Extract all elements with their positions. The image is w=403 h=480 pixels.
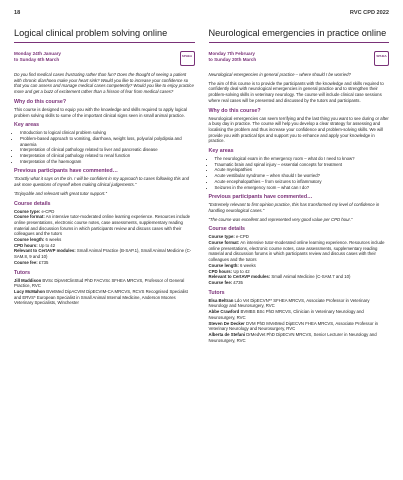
sphea-logo bbox=[180, 51, 195, 66]
tutor-name: Elsa Beltran bbox=[208, 297, 234, 303]
detail-label: Relevant to CertAVP modules: bbox=[208, 274, 271, 280]
intro-text: Do you find medical cases frustrating rather than fun? Does the thought of seeing a patient with chronic diarrhoea make your heart sink? Would you like to increase your confidence so that you can assess and manage medical cases competently? Would you like to enjoy practice more and get a buzz of excitement rather than a frisson of fear from medical cases? bbox=[14, 72, 194, 95]
details-list bbox=[209, 234, 390, 285]
testimonial: “The course was excellent and represented very good value per CPD hour.” bbox=[208, 216, 353, 222]
detail-value: Small Animal Medicine (C-SAM.7 and 10) bbox=[271, 274, 351, 280]
detail-value: An intensive tutor-moderated online learning experience. Resources include online presentations, electronic course notes, case assessments, supplementary reading material and discussion forums in which participants review and discuss cases with their colleagues and the tutors bbox=[208, 240, 385, 263]
detail-label: Course type: bbox=[14, 208, 41, 214]
course-logical-problem-solving bbox=[14, 28, 195, 343]
tutor-entry bbox=[209, 332, 390, 343]
detail-row bbox=[209, 240, 390, 263]
list-item: • Introduction to logical clinical problem solving bbox=[20, 130, 195, 136]
tutor-credentials: Ldo Vet DipECVN** SFHEA MRCVS, Associate Professor in Veterinary Neurology and Neurosurgery, RVC bbox=[208, 297, 370, 309]
why-heading: Why do this course? bbox=[208, 107, 261, 114]
detail-row bbox=[14, 248, 195, 259]
list-item: • Traumatic brain and spinal injury – essential concepts for treatment bbox=[215, 162, 390, 168]
detail-row bbox=[14, 260, 195, 266]
details-list bbox=[14, 209, 195, 266]
tutor-entry bbox=[209, 298, 390, 309]
detail-value: 6 weeks bbox=[45, 237, 62, 243]
course-neurological-emergencies bbox=[209, 28, 390, 343]
testimonial: “Exactly what it says on the tin. I will be confident in my approach to cases following this and ask more questions of myself when making clinical judgements.” bbox=[14, 176, 190, 188]
date-end: to Sunday 20th March bbox=[208, 57, 257, 63]
details-heading: Course details bbox=[208, 226, 246, 233]
columns bbox=[14, 28, 389, 343]
tutors-heading: Tutors bbox=[14, 269, 31, 276]
tutor-credentials: BVetMed DipACVIM DipECVIM-CA MRCVS, RCVS Recognised Specialist and ERVS* European Specialist in Small Animal Internal Medicine, Anderson Moores Veterinary Specialists, Winchester bbox=[14, 288, 188, 306]
list-item: • Interpretation of clinical pathology related to liver and pancreatic disease bbox=[20, 147, 195, 153]
tutor-entry bbox=[209, 309, 390, 320]
publication-name: RVC CPD 2022 bbox=[349, 10, 389, 16]
detail-label: Course fee: bbox=[14, 259, 38, 265]
course-dates bbox=[209, 51, 257, 63]
aim-text: The aim of this course is to provide the participants with the knowledge and skills required to confidently deal with neurological emergencies in general practice and to strengthen their problem-solving skills in veterinary neurology. The course will include clinical case sessions where real cases will be presented and discussed by the tutors and participants. bbox=[208, 80, 384, 103]
comments-heading: Previous participants have commented… bbox=[208, 194, 313, 201]
detail-row bbox=[14, 214, 195, 237]
list-item: • Acute myelopathies bbox=[215, 167, 390, 173]
comments-heading: Previous participants have commented… bbox=[14, 168, 118, 175]
testimonial: “Enjoyable and relevant with great tutor support.” bbox=[14, 190, 107, 196]
list-item: • Seizures in the emergency room – what can I do? bbox=[215, 185, 390, 191]
detail-label: Course format: bbox=[208, 240, 240, 246]
detail-value: £735 bbox=[233, 279, 243, 285]
tutor-name: Jill Maddison bbox=[14, 277, 42, 283]
tutor-entry bbox=[209, 321, 390, 332]
key-areas-list bbox=[209, 156, 390, 190]
detail-value: Up to 42 bbox=[38, 242, 56, 248]
course-title: Logical clinical problem solving online bbox=[14, 28, 195, 43]
tutor-name: Abbe Crawford bbox=[208, 309, 240, 315]
tutor-credentials: DrMedVet PhD DipECVN MRCVS, Senior Lecturer in Neurology and Neurosurgery, RVC bbox=[208, 331, 377, 343]
tutor-entry bbox=[14, 278, 195, 289]
detail-value: e-CPD bbox=[235, 234, 249, 240]
course-dates bbox=[14, 51, 61, 63]
details-heading: Course details bbox=[14, 200, 51, 207]
tutor-entry bbox=[14, 289, 195, 306]
detail-label: CPD hours: bbox=[14, 242, 38, 248]
intro-text: Neurological emergencies in general practice – where should I be worried? bbox=[208, 72, 351, 77]
logo-text: SPHEA bbox=[181, 54, 193, 58]
tutors-heading: Tutors bbox=[208, 289, 225, 296]
key-areas-list bbox=[14, 130, 195, 164]
detail-label: Course length: bbox=[208, 262, 239, 268]
detail-label: Course fee: bbox=[208, 279, 233, 285]
list-item: • Problem-based approach to vomiting, diarrhoea, weight loss, polyuria/ polydipsia and anaemia bbox=[20, 136, 195, 147]
list-item: • Interpretation of the haemogram bbox=[20, 159, 195, 165]
list-item: • Acute vestibular syndrome – when should I be worried? bbox=[215, 173, 390, 179]
tutor-name: Lucy McMahon bbox=[14, 288, 46, 294]
page-header bbox=[14, 10, 389, 22]
detail-label: CPD hours: bbox=[208, 268, 233, 274]
page-number: 18 bbox=[14, 10, 21, 16]
tutors-list bbox=[209, 298, 390, 344]
date-start: Monday 7th February bbox=[208, 51, 255, 56]
detail-value: Small Animal Practice (B-SAP.1), Small Animal Medicine (C-SAM.8, 9 and 10) bbox=[14, 248, 192, 260]
list-item: • Interpretation of clinical pathology related to renal function bbox=[20, 153, 195, 159]
detail-value: e-CPD bbox=[41, 208, 55, 214]
detail-value: £735 bbox=[38, 259, 49, 265]
detail-label: Course length: bbox=[14, 237, 45, 243]
course-dates-row bbox=[209, 51, 390, 66]
date-end: to Sunday 6th March bbox=[14, 57, 60, 63]
why-text: This course is designed to equip you with the knowledge and skills required to apply logical problem solving skills to some of the important clinical signs seen in small animal practice. bbox=[14, 106, 187, 118]
detail-value: An intensive tutor-moderated online learning experience. Resources include online presentations, electronic course notes, case assessments, supplementary reading material and discussion forums in which participants review and discuss cases with their colleagues and the tutors bbox=[14, 214, 191, 237]
date-start: Monday 24th January bbox=[14, 51, 61, 56]
detail-label: Relevant to CertAVP modules: bbox=[14, 248, 76, 254]
list-item: • The neurological exam in the emergency room – what do I need to know? bbox=[215, 156, 390, 162]
tutor-name: Steven De Decker bbox=[208, 320, 245, 326]
detail-row bbox=[209, 280, 390, 286]
sphea-logo bbox=[374, 51, 389, 66]
course-dates-row bbox=[14, 51, 195, 66]
detail-value: 6 weeks bbox=[240, 262, 256, 268]
list-item: • Acute encephalopathies – from seizures to inflammatory bbox=[215, 179, 390, 185]
detail-value: Up to 42 bbox=[233, 268, 250, 274]
tutors-list bbox=[14, 278, 195, 307]
tutor-credentials: DVM PhD MVetMed DipECVN FHEA MRCVS, Associate Professor in Veterinary Neurology and Neurosurgery, RVC bbox=[208, 320, 379, 332]
key-areas-heading: Key areas bbox=[208, 148, 234, 155]
why-heading: Why do this course? bbox=[14, 98, 67, 105]
logo-text: SPHEA bbox=[376, 54, 387, 58]
tutor-credentials: BVMBS BSc PhD MRCVS, Clinician in Veterinary Neurology and Neurosurgery, RVC bbox=[208, 309, 364, 320]
tutor-credentials: BVSc DipVetClinStud PhD FACVSc SFHEA MRCVS, Professor of General Practice, RVC bbox=[14, 277, 185, 289]
why-text: Neurological emergencies can seem terrifying and the last thing you want to see during or after a busy day in practice. The course will help you develop a clear strategy for assessing and localising the problem and thus increase your confidence and problem-solving skills. We will provide you with practical tips and support you to enhance and apply your knowledge in practice. bbox=[208, 115, 389, 144]
detail-label: Course format: bbox=[14, 214, 45, 220]
tutor-name: Alberta de Stefani bbox=[208, 331, 246, 337]
detail-label: Course type: bbox=[208, 234, 235, 240]
key-areas-heading: Key areas bbox=[14, 122, 40, 129]
testimonial: “Extremely relevant to first opinion practice, this has transformed my level of confidence in handling neurological cases.” bbox=[208, 202, 380, 213]
course-title: Neurological emergencies in practice online bbox=[209, 28, 390, 43]
